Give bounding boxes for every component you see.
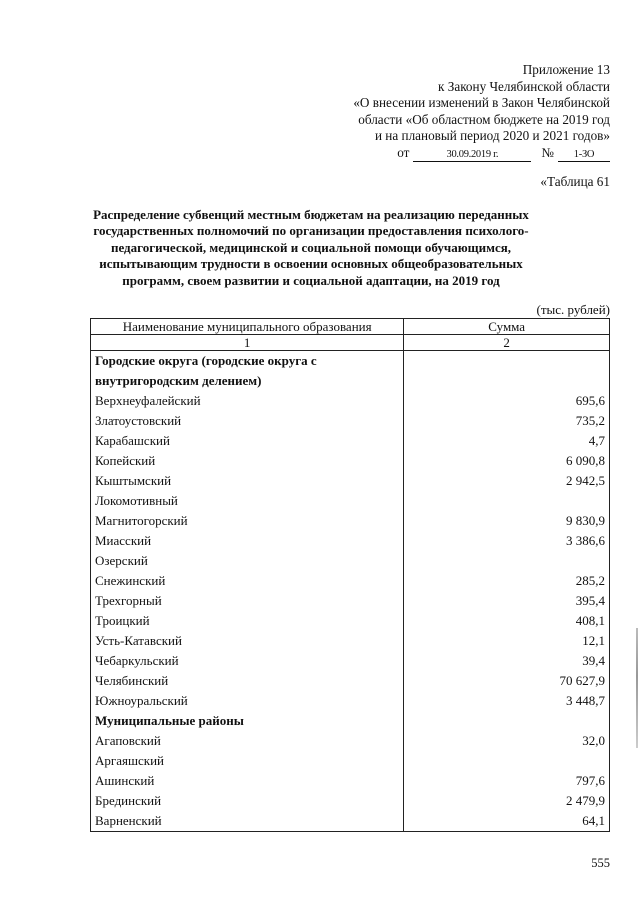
amount-value: 3 386,6 xyxy=(404,531,610,551)
municipality-name: Карабашский xyxy=(91,431,404,451)
table-row xyxy=(91,451,610,471)
appendix-title: Приложение 13 xyxy=(522,62,610,77)
amount-value: 695,6 xyxy=(404,391,610,411)
municipality-name: Троицкий xyxy=(91,611,404,631)
amount-value: 6 090,8 xyxy=(404,451,610,471)
amount-value: 285,2 xyxy=(404,571,610,591)
header-municipality: Наименование муниципального образования xyxy=(91,319,404,335)
column-number-1: 1 xyxy=(91,335,404,351)
table-body xyxy=(91,351,610,832)
header-amount: Сумма xyxy=(404,319,610,335)
municipality-name: Кыштымский xyxy=(91,471,404,491)
unit-label: (тыс. рублей) xyxy=(536,302,610,317)
table-row xyxy=(91,631,610,651)
table-row xyxy=(91,671,610,691)
number-value: 1-ЗО xyxy=(558,149,610,162)
table-reference: «Таблица 61 xyxy=(540,174,610,189)
table-row xyxy=(91,391,610,411)
amount-value: 9 830,9 xyxy=(404,511,610,531)
page-number: 555 xyxy=(591,856,610,870)
table-section-row xyxy=(91,351,610,392)
municipality-name: Трехгорный xyxy=(91,591,404,611)
municipality-name: Чебаркульский xyxy=(91,651,404,671)
table-row xyxy=(91,551,610,571)
table-row xyxy=(91,811,610,832)
column-number-2: 2 xyxy=(404,335,610,351)
municipality-name: Озерский xyxy=(91,551,404,571)
subvention-table xyxy=(90,318,610,832)
scan-margin-mark xyxy=(636,628,638,748)
amount-value: 2 479,9 xyxy=(404,791,610,811)
from-label: от xyxy=(397,144,410,160)
municipality-name: Челябинский xyxy=(91,671,404,691)
table-row xyxy=(91,431,610,451)
amount-value: 70 627,9 xyxy=(404,671,610,691)
appendix-law-name-2: области «Об областном бюджете на 2019 год xyxy=(358,111,610,127)
date-value: 30.09.2019 г. xyxy=(413,149,531,162)
municipality-name: Снежинский xyxy=(91,571,404,591)
amount-value xyxy=(404,551,610,571)
municipality-name: Брединский xyxy=(91,791,404,811)
municipality-name: Златоустовский xyxy=(91,411,404,431)
table-row xyxy=(91,731,610,751)
number-label: № xyxy=(541,144,554,160)
amount-value xyxy=(404,711,610,731)
amount-value: 408,1 xyxy=(404,611,610,631)
table-row xyxy=(91,531,610,551)
table-row xyxy=(91,691,610,711)
municipality-name: Южноуральский xyxy=(91,691,404,711)
table-header-row xyxy=(91,319,610,335)
appendix-law-line: к Закону Челябинской области xyxy=(438,78,610,94)
table-column-numbers-row xyxy=(91,335,610,351)
table-section-row xyxy=(91,711,610,731)
amount-value xyxy=(404,491,610,511)
amount-value: 32,0 xyxy=(404,731,610,751)
table-row xyxy=(91,591,610,611)
table-row xyxy=(91,571,610,591)
table-row xyxy=(91,651,610,671)
section-name: Городские округа (городские округа с внутригородским делением) xyxy=(91,351,404,392)
municipality-name: Верхнеуфалейский xyxy=(91,391,404,411)
table-row xyxy=(91,611,610,631)
municipality-name: Усть-Катавский xyxy=(91,631,404,651)
table-row xyxy=(91,491,610,511)
municipality-name: Магнитогорский xyxy=(91,511,404,531)
amount-value xyxy=(404,351,610,392)
amount-value xyxy=(404,751,610,771)
document-title: Распределение субвенций местным бюджетам на реализацию переданных государственных полномочий по организации предоставления психолого-педагогической, медицинской и социальной помощи обучающимся, испытывающим трудности в освоении основных общеобразовательных программ, своем развитии и социальной адаптации, на 2019 год xyxy=(93,207,529,288)
amount-value: 395,4 xyxy=(404,591,610,611)
municipality-name: Копейский xyxy=(91,451,404,471)
municipality-name: Варненский xyxy=(91,811,404,832)
appendix-law-name-3: и на плановый период 2020 и 2021 годов» xyxy=(374,128,610,144)
section-name: Муниципальные районы xyxy=(91,711,404,731)
appendix-header xyxy=(250,62,610,162)
municipality-name: Ашинский xyxy=(91,771,404,791)
table-row xyxy=(91,771,610,791)
table-row xyxy=(91,471,610,491)
amount-value: 2 942,5 xyxy=(404,471,610,491)
amount-value: 12,1 xyxy=(404,631,610,651)
appendix-date-line xyxy=(250,145,610,162)
amount-value: 64,1 xyxy=(404,811,610,832)
amount-value: 735,2 xyxy=(404,411,610,431)
amount-value: 797,6 xyxy=(404,771,610,791)
table-row xyxy=(91,411,610,431)
municipality-name: Миасский xyxy=(91,531,404,551)
table-row xyxy=(91,751,610,771)
table-row xyxy=(91,511,610,531)
amount-value: 3 448,7 xyxy=(404,691,610,711)
municipality-name: Локомотивный xyxy=(91,491,404,511)
appendix-law-name-1: «О внесении изменений в Закон Челябинской xyxy=(353,95,610,111)
amount-value: 39,4 xyxy=(404,651,610,671)
amount-value: 4,7 xyxy=(404,431,610,451)
table-row xyxy=(91,791,610,811)
municipality-name: Агаповский xyxy=(91,731,404,751)
municipality-name: Аргаяшский xyxy=(91,751,404,771)
